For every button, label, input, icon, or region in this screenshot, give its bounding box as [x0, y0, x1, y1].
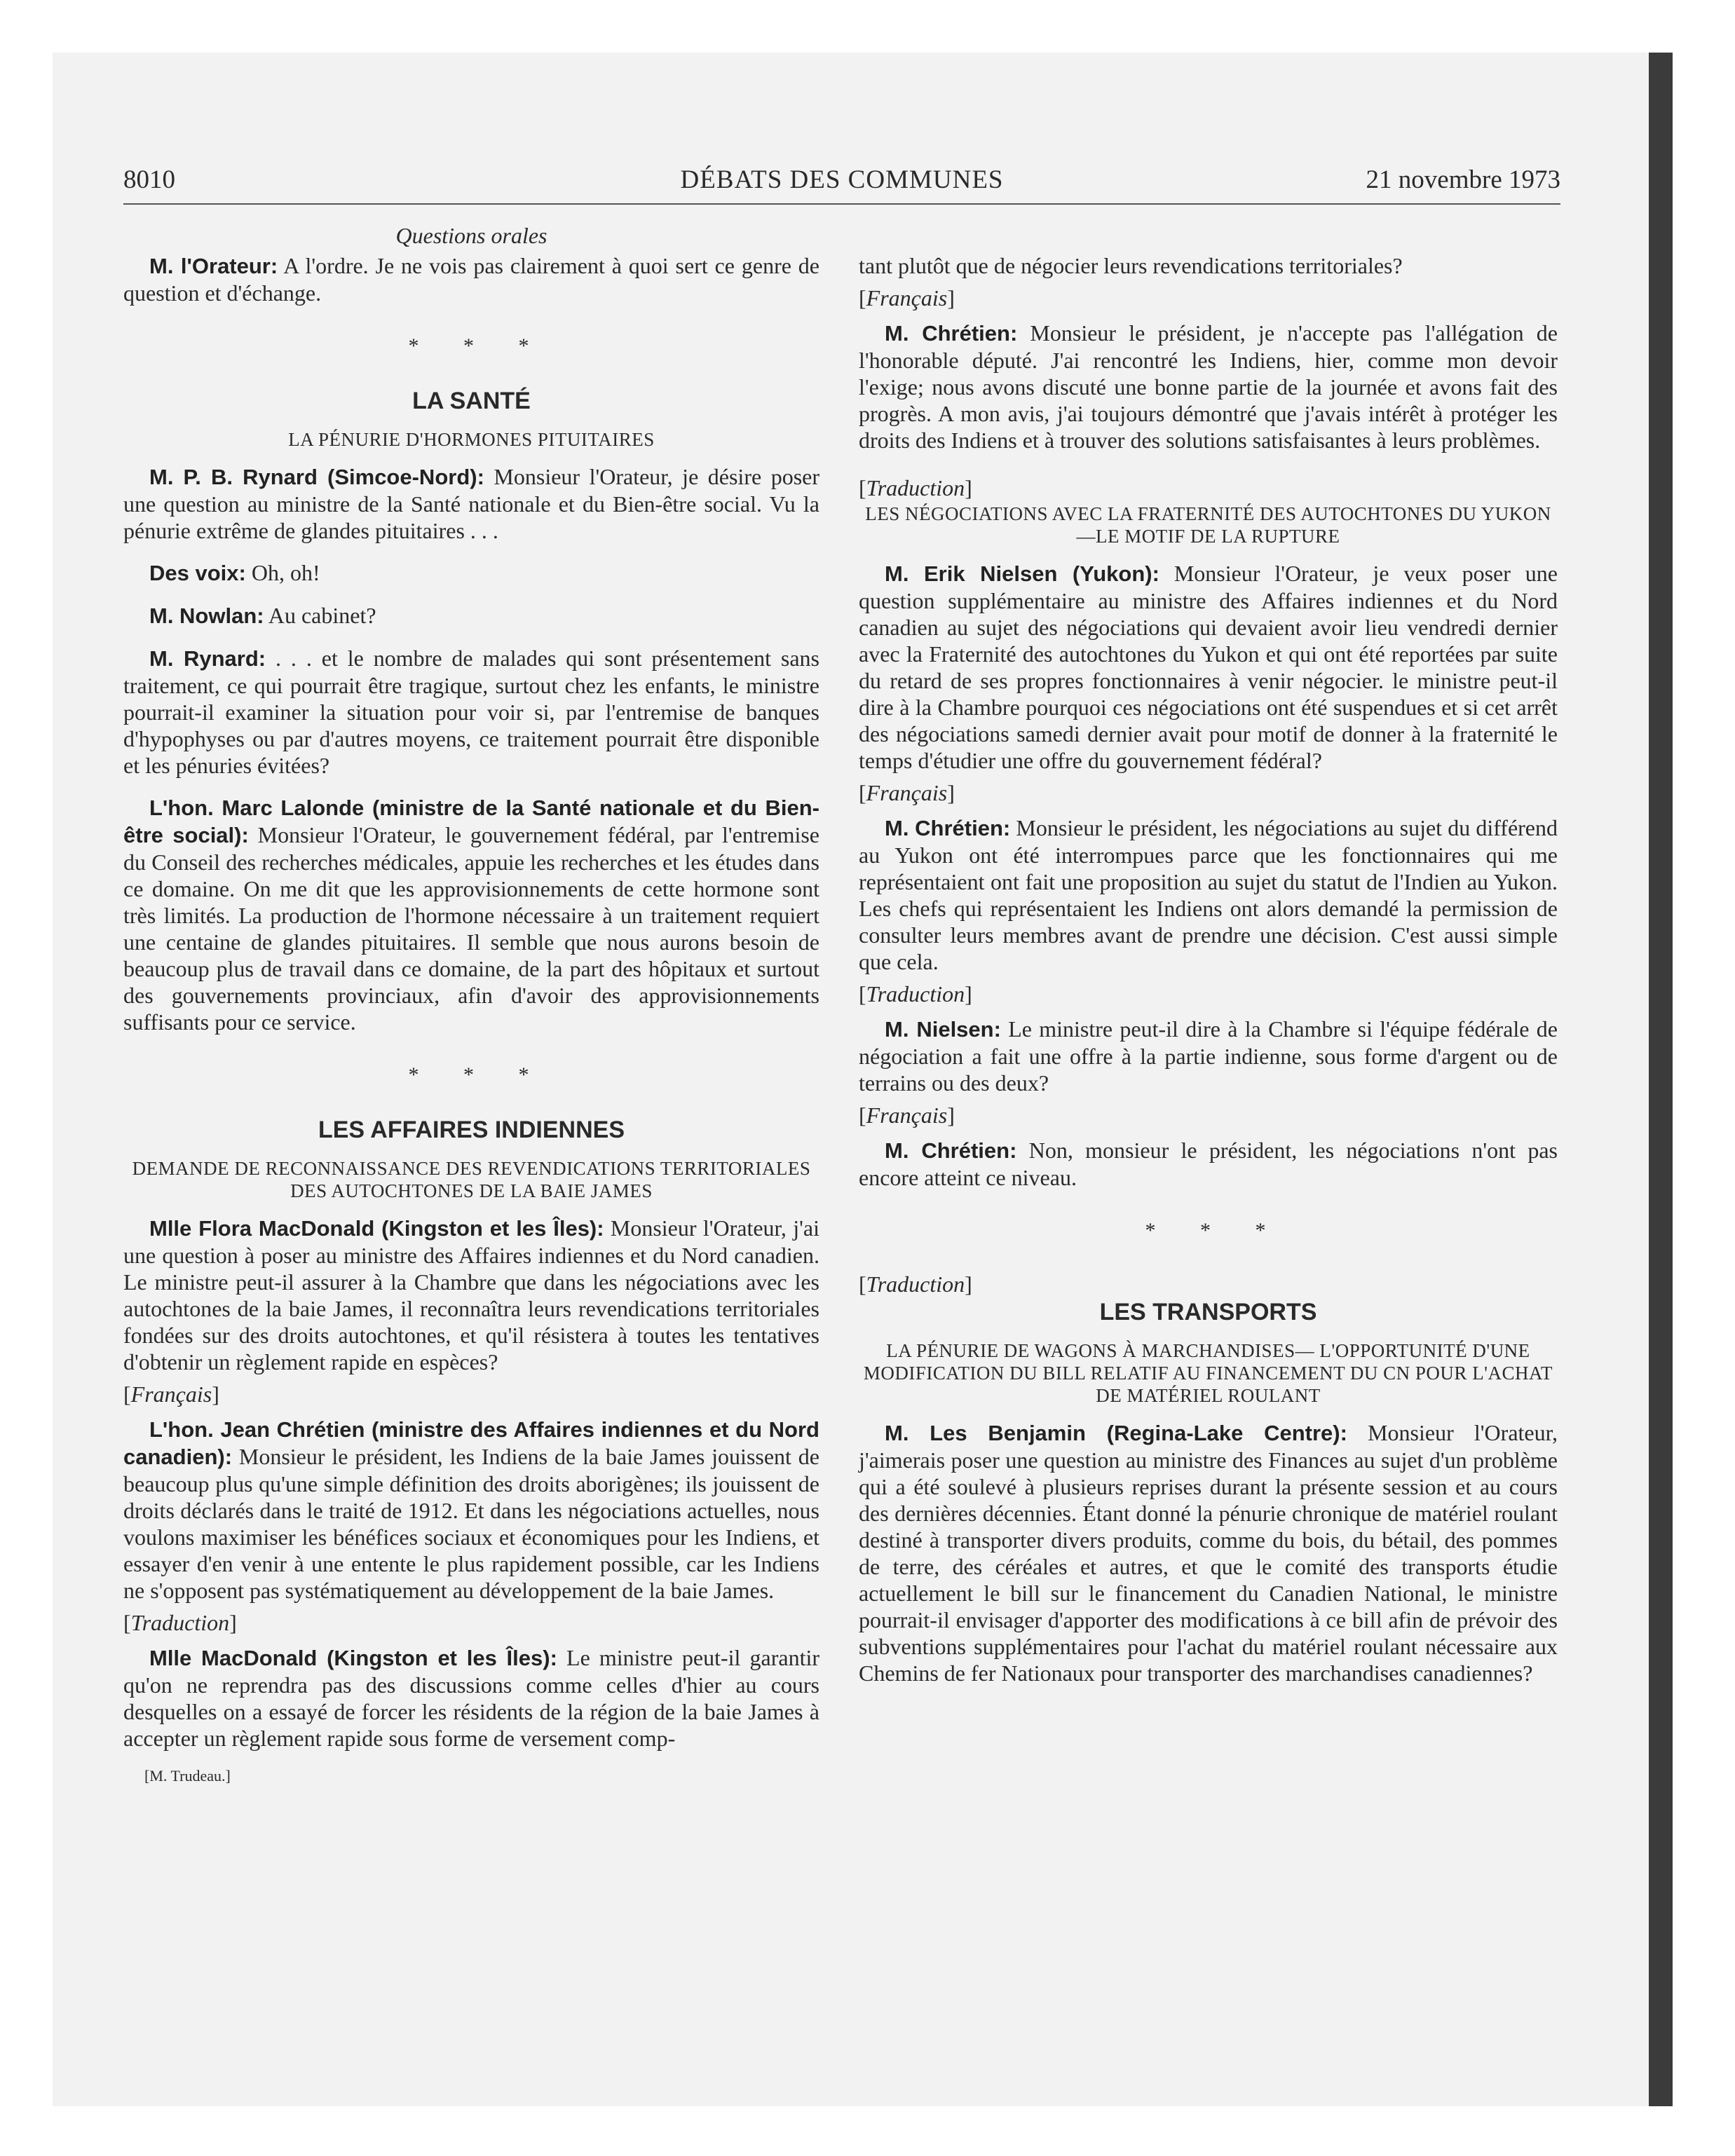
- speaker-name: L'hon. Marc Lalonde (ministre de la Santé nationale et du Bien-être social):: [123, 796, 819, 847]
- speech-paragraph: [859, 1419, 1558, 1686]
- speaker-name: L'hon. Jean Chrétien (ministre des Affaires indiennes et du Nord canadien):: [123, 1417, 819, 1469]
- issue-date: 21 novembre 1973: [1366, 165, 1560, 194]
- speech-paragraph: [123, 1416, 819, 1604]
- speech-text: Le ministre peut-il dire à la Chambre si l'équipe fédérale de négociation a fait une offre à la partie indienne, sous forme d'argent ou de terrains ou des deux?: [859, 1016, 1558, 1096]
- publication-title: DÉBATS DES COMMUNES: [680, 165, 1004, 194]
- section-title: LA SANTÉ: [412, 388, 531, 414]
- speaker-name: M. Chrétien:: [885, 321, 1018, 346]
- section-divider: * * *: [1145, 1219, 1286, 1242]
- speech-paragraph: [123, 794, 819, 1035]
- speech-paragraph: [123, 645, 819, 779]
- language-tag: [Français]: [859, 285, 955, 311]
- language-tag: [Français]: [859, 1103, 955, 1128]
- speech-text: Monsieur l'Orateur, le gouvernement fédéral, par l'entremise du Conseil des recherches médicales, appuie les recherches et les études dans ce domaine. On me dit que les approvisionnements de cette hormone sont très limités. La production de l'hormone nécessaire à un traitement requiert une centaine de glandes pituitaires. Il semble que nous aurons besoin de beaucoup plus de travail dans ce domaine, de la part des hôpitaux et surtout des gouvernements provinciaux, afin d'avoir des approvisionnements suffisants pour ce service.: [123, 822, 819, 1035]
- language-tag: [Traduction]: [859, 1271, 972, 1297]
- speaker-name: M. l'Orateur:: [149, 254, 278, 278]
- speech-paragraph: [123, 602, 819, 629]
- speech-text: Monsieur l'Orateur, j'ai une question à poser au ministre des Affaires indiennes et du Nord canadien. Le ministre peut-il assurer à la Chambre que dans les négociations avec les autochtones de la baie James, il reconnaîtra leurs revendications territoriales fondées sur des droits autochtones, et qu'il résistera à toutes les tentatives d'obtenir un règlement rapide en espèces?: [123, 1215, 819, 1374]
- speech-paragraph: [859, 320, 1558, 453]
- speech-paragraph: [859, 1137, 1558, 1191]
- section-title: LES TRANSPORTS: [1099, 1299, 1317, 1325]
- page-header: [123, 163, 1560, 205]
- language-tag: [Français]: [859, 780, 955, 805]
- section-subtitle: LA PÉNURIE DE WAGONS À MARCHANDISES— L'OPPORTUNITÉ D'UNE MODIFICATION DU BILL RELATIF AU FINANCEMENT DU CN POUR L'ACHAT DE MATÉRIEL ROULANT: [863, 1340, 1553, 1406]
- language-tag: [Français]: [123, 1381, 219, 1407]
- section-subtitle: LES NÉGOCIATIONS AVEC LA FRATERNITÉ DES AUTOCHTONES DU YUKON—LE MOTIF DE LA RUPTURE: [865, 503, 1551, 547]
- speaker-name: M. P. B. Rynard (Simcoe-Nord):: [149, 465, 484, 489]
- speaker-name: M. Erik Nielsen (Yukon):: [885, 561, 1159, 586]
- speech-paragraph: [123, 463, 819, 544]
- speaker-name: M. Nowlan:: [149, 603, 264, 628]
- speaker-name: Des voix:: [149, 561, 246, 585]
- speaker-name: M. Nielsen:: [885, 1017, 1001, 1042]
- speech-text: . . . et le nombre de malades qui sont présentement sans traitement, ce qui pourrait être tragique, surtout chez les enfants, le ministre pourrait-il examiner la situation pour voir si, par l'entremise de banques d'hypophyses ou par d'autres moyens, ce traitement pourrait être disponible et les pénuries évitées?: [123, 646, 819, 778]
- section-divider: * * *: [408, 334, 549, 357]
- speech-continuation: tant plutôt que de négocier leurs revendications territoriales?: [859, 253, 1403, 278]
- speech-text: A l'ordre. Je ne vois pas clairement à quoi sert ce genre de question et d'échange.: [123, 253, 819, 306]
- speech-text: Monsieur l'Orateur, j'aimerais poser une question au ministre des Finances au sujet d'un problème qui a été soulevé à plusieurs reprises durant la présente session et au cours des dernières décennies. Étant donné la pénurie chronique de matériel roulant destiné à transporter divers produits, comme du bois, du bétail, des pommes de terre, des céréales et autres, et que le comité des transports étudie actuellement le bill sur le financement du Canadien National, le ministre pourrait-il envisager d'apporter des modifications à ce bill afin de prévoir des subventions supplémentaires pour l'achat du matériel roulant nécessaire aux Chemins de fer Nationaux pour transporter des marchandises canadiennes?: [859, 1420, 1558, 1686]
- language-tag: [Traduction]: [859, 981, 972, 1007]
- section-divider: * * *: [408, 1063, 549, 1086]
- language-tag: [Traduction]: [123, 1610, 237, 1635]
- language-tag: [Traduction]: [859, 475, 972, 500]
- speech-paragraph: [123, 1644, 819, 1752]
- speech-text: Au cabinet?: [264, 603, 376, 628]
- speech-paragraph: [859, 814, 1558, 975]
- section-subtitle: DEMANDE DE RECONNAISSANCE DES REVENDICATIONS TERRITORIALES DES AUTOCHTONES DE LA BAIE JAMES: [132, 1158, 811, 1201]
- speech-text: Monsieur l'Orateur, je désire poser une question au ministre de la Santé nationale et du Bien-être social. Vu la pénurie extrême de glandes pituitaires . . .: [123, 464, 820, 543]
- speaker-name: M. Chrétien:: [885, 816, 1011, 840]
- speech-text: Non, monsieur le président, les négociations n'ont pas encore atteint ce niveau.: [859, 1138, 1558, 1190]
- speech-text: Oh, oh!: [245, 560, 320, 585]
- speech-text: Monsieur le président, je n'accepte pas l'allégation de l'honorable député. J'ai rencontré les Indiens, hier, comme mon devoir l'exige; nous avons discuté une bonne partie de la journée et avons fait des progrès. A mon avis, j'ai toujours démontré que j'avais intérêt à protéger les droits des Indiens et à trouver des solutions satisfaisantes à leurs problèmes.: [859, 320, 1558, 453]
- right-column: [859, 217, 1558, 1686]
- speaker-footnote: [M. Trudeau.]: [144, 1767, 231, 1785]
- running-head: Questions orales: [395, 223, 547, 248]
- speech-paragraph: [123, 1215, 819, 1375]
- speaker-name: M. Les Benjamin (Regina-Lake Centre):: [885, 1421, 1347, 1445]
- speech-paragraph: [123, 252, 819, 306]
- speech-paragraph: [859, 1016, 1558, 1096]
- speaker-name: M. Rynard:: [149, 646, 266, 671]
- speech-paragraph: [123, 559, 819, 587]
- speaker-name: Mlle MacDonald (Kingston et les Îles):: [149, 1646, 557, 1670]
- left-column: [123, 217, 819, 1785]
- speech-text: Le ministre peut-il garantir qu'on ne reprendra pas des discussions comme celles d'hier au cours desquelles on a essayé de forcer les résidents de la région de la baie James à accepter un règlement rapide sous forme de versement comp-: [123, 1645, 819, 1751]
- speaker-name: M. Chrétien:: [885, 1138, 1017, 1163]
- speech-text: Monsieur le président, les négociations au sujet du différend au Yukon ont été interrompues parce que les fonctionnaires qui me représentaient ont fait une proposition au sujet du statut de l'Indien au Yukon. Les chefs qui représentaient les Indiens ont alors demandé la permission de consulter leurs membres avant de prendre une décision. C'est aussi simple que cela.: [859, 815, 1558, 974]
- speech-text: Monsieur l'Orateur, je veux poser une question supplémentaire au ministre des Affaires indiennes et du Nord canadien au sujet des négociations qui devaient avoir lieu vendredi dernier avec la Fraternité des autochtones du Yukon et qui ont été reportées par suite du retard de ses propres fonctionnaires à venir négocier. le ministre peut-il dire à la Chambre pourquoi ces négociations ont été suspendues et si cet arrêt des négociations samedi dernier avait pour motif de donner à la fraternité le temps d'étudier une offre du gouvernement fédéral?: [859, 561, 1558, 773]
- section-title: LES AFFAIRES INDIENNES: [318, 1117, 625, 1143]
- speaker-name: Mlle Flora MacDonald (Kingston et les Îles):: [149, 1216, 604, 1241]
- section-subtitle: LA PÉNURIE D'HORMONES PITUITAIRES: [288, 429, 655, 450]
- page-number: 8010: [123, 165, 175, 194]
- speech-text: Monsieur le président, les Indiens de la baie James jouissent de beaucoup plus qu'une simple définition des droits aborigènes; ils jouissent de droits déclarés dans le traité de 1912. Et dans les négociations actuelles, nous voulons maximiser les bénéfices sociaux et économiques pour les Indiens, et essayer d'en venir à une entente le plus rapidement possible, car les Indiens ne s'opposent pas systématiquement au développement de la baie James.: [123, 1444, 819, 1603]
- speech-paragraph: [859, 560, 1558, 774]
- scan-edge-shadow: [1649, 53, 1673, 2106]
